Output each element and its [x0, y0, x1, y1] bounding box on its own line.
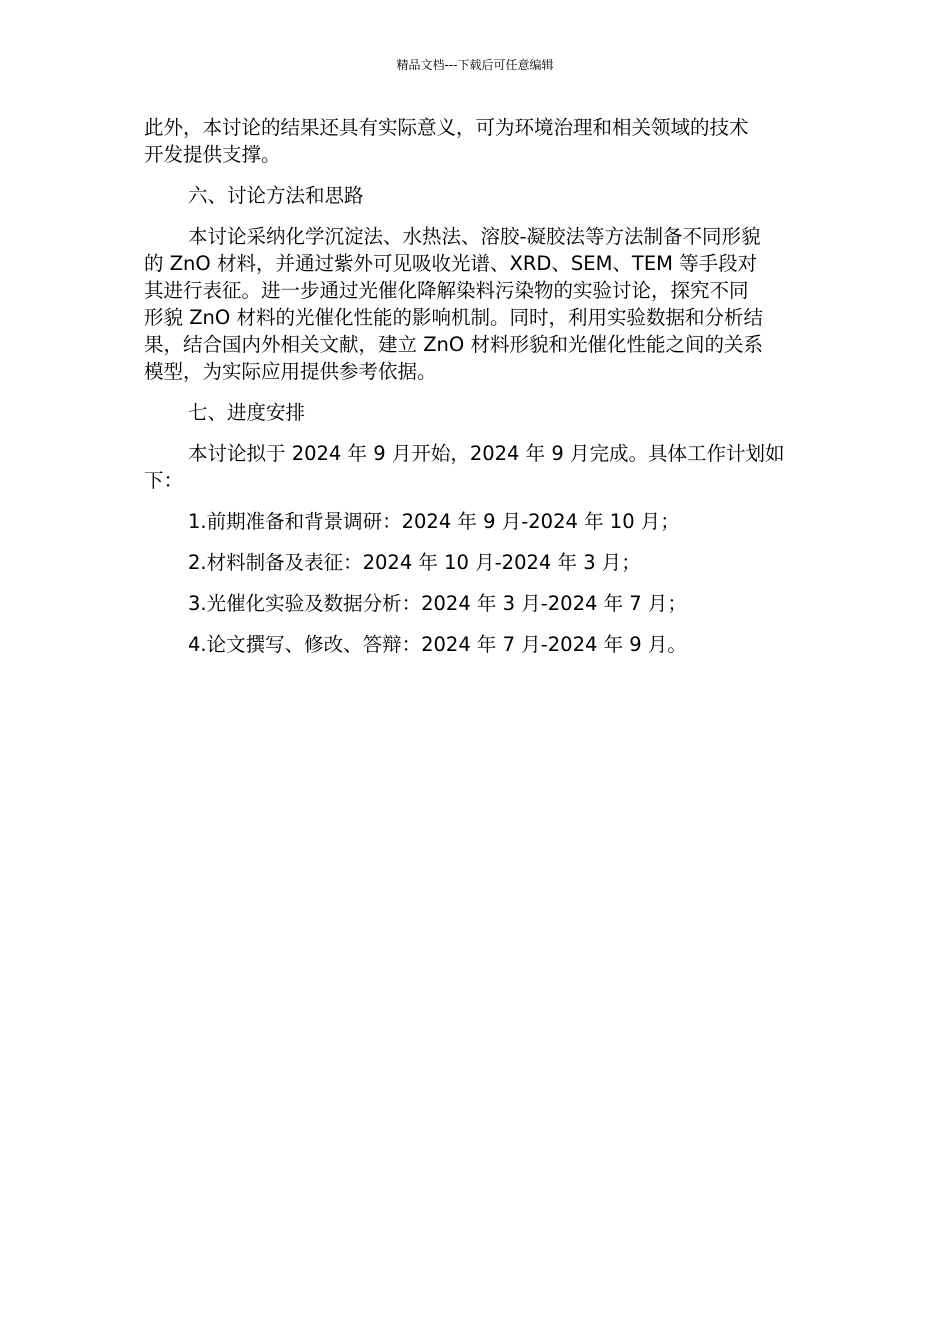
text-line: 开发提供支撑。 [144, 143, 281, 166]
schedule-item: 2.材料制备及表征：2024 年 10 月-2024 年 3 月； [188, 551, 641, 574]
paragraph-methods [144, 223, 812, 385]
text-line: 形貌 ZnO 材料的光催化性能的影响机制。同时，利用实验数据和分析结 [144, 306, 763, 329]
paragraph-significance [144, 114, 812, 168]
text-line: 本讨论采纳化学沉淀法、水热法、溶胶-凝胶法等方法制备不同形貌 [188, 225, 761, 248]
section-heading-schedule: 七、进度安排 [188, 401, 306, 424]
text-line: 本讨论拟于 2024 年 9 月开始，2024 年 9 月完成。具体工作计划如 [188, 442, 785, 465]
document-body [144, 114, 812, 672]
text-line: 下： [144, 469, 184, 492]
text-line: 此外，本讨论的结果还具有实际意义，可为环境治理和相关领域的技术 [144, 116, 749, 139]
schedule-item: 1.前期准备和背景调研：2024 年 9 月-2024 年 10 月； [188, 510, 680, 533]
text-line: 模型，为实际应用提供参考依据。 [144, 360, 437, 383]
schedule-item: 4.论文撰写、修改、答辩：2024 年 7 月-2024 年 9 月。 [188, 633, 687, 656]
schedule-item: 3.光催化实验及数据分析：2024 年 3 月-2024 年 7 月； [188, 592, 687, 615]
text-line: 的 ZnO 材料，并通过紫外可见吸收光谱、XRD、SEM、TEM 等手段对 [144, 252, 758, 275]
text-line: 果，结合国内外相关文献，建立 ZnO 材料形貌和光催化性能之间的关系 [144, 333, 763, 356]
page-header: 精品文档---下载后可任意编辑 [396, 58, 554, 72]
paragraph-schedule-intro [144, 440, 812, 494]
section-heading-methods: 六、讨论方法和思路 [188, 184, 364, 207]
text-line: 其进行表征。进一步通过光催化降解染料污染物的实验讨论，探究不同 [144, 279, 749, 302]
